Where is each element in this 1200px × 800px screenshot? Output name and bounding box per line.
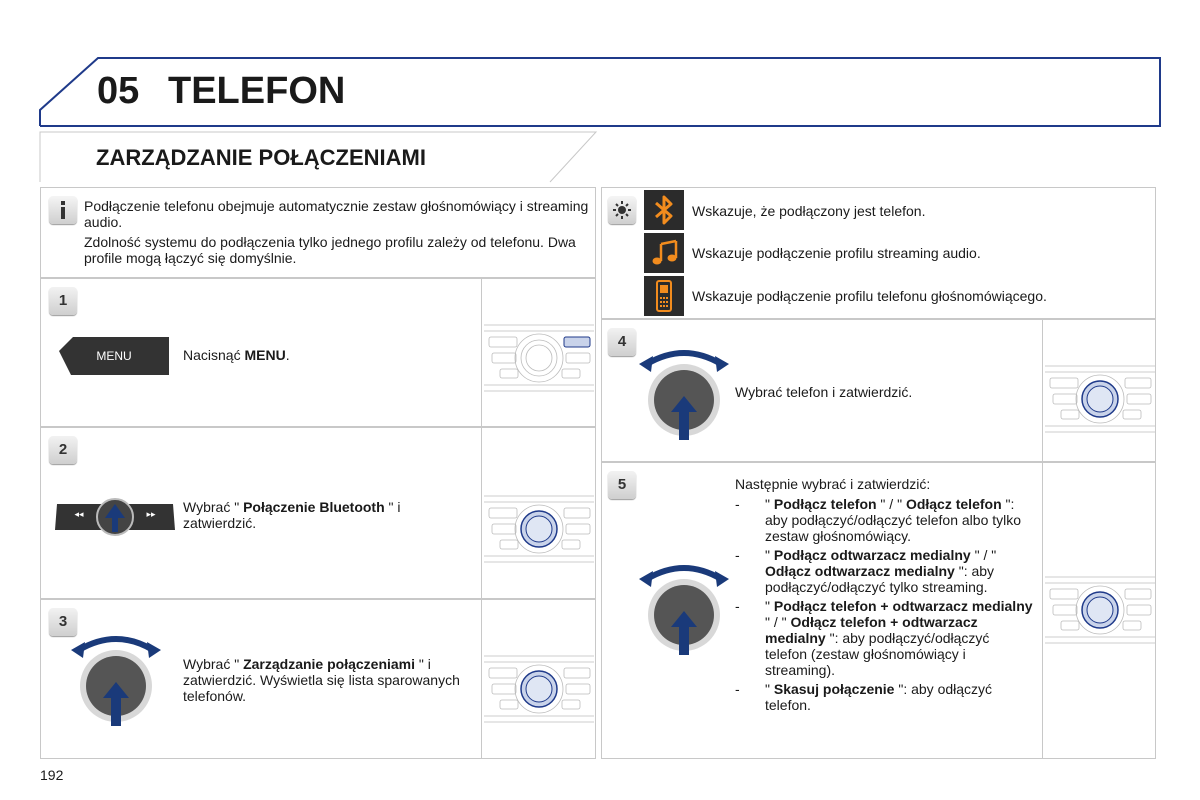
seek-buttons[interactable] — [55, 496, 175, 540]
indicator-text-phone: Wskazuje podłączenie profilu telefonu głośnomówiącego. — [692, 288, 1047, 304]
option-item — [735, 598, 1035, 678]
step-2-box — [40, 427, 596, 599]
radio-illustration-4 — [1045, 358, 1155, 438]
seek-right-label: ▸▸ — [146, 509, 156, 519]
music-note-icon — [644, 233, 684, 273]
rotary-knob[interactable] — [639, 344, 729, 444]
seek-left-label: ◂◂ — [74, 509, 84, 519]
option-text: " — [765, 496, 774, 512]
option-text: ": aby odłączyć telefon. — [765, 681, 993, 713]
chapter-title: TELEFON — [168, 70, 346, 112]
step-4-badge: 4 — [608, 328, 636, 356]
step-2-badge: 2 — [49, 436, 77, 464]
option-text: ": aby podłączyć/odłączyć telefon albo tylko zestaw głośnomówiący. — [765, 496, 1022, 544]
option-name: Odłącz odtwarzacz medialny — [765, 563, 955, 579]
step-2-text: Wybrać " Połączenie Bluetooth " i zatwierdzić. — [183, 499, 401, 531]
phone-icon — [644, 276, 684, 316]
option-name: Skasuj połączenie — [773, 681, 895, 697]
list-dash: - — [735, 547, 740, 563]
option-text: " / " — [876, 496, 906, 512]
option-text: ": aby podłączyć/odłączyć tylko streaming. — [765, 563, 995, 595]
option-item — [735, 681, 1035, 713]
divider — [1042, 463, 1043, 759]
step-1-box — [40, 278, 596, 427]
list-dash: - — [735, 496, 740, 512]
option-name: Podłącz odtwarzacz medialny — [773, 547, 971, 563]
option-text: " — [765, 681, 774, 697]
page-number: 192 — [40, 767, 64, 783]
divider — [1042, 320, 1043, 462]
bluetooth-icon — [644, 190, 684, 230]
divider — [481, 279, 482, 427]
indicators-box — [601, 187, 1156, 319]
menu-button-label: MENU — [96, 349, 132, 363]
step-5-text — [735, 476, 1035, 716]
divider — [481, 600, 482, 759]
option-name: Podłącz telefon + odtwarzacz medialny — [773, 598, 1033, 614]
radio-illustration-3 — [484, 648, 594, 728]
chapter-number: 05 — [97, 70, 140, 112]
step-1-badge: 1 — [49, 287, 77, 315]
info-box — [40, 187, 596, 278]
option-text: " / " — [970, 547, 997, 563]
sun-icon — [608, 196, 636, 224]
info-icon — [49, 196, 77, 224]
indicator-text-music: Wskazuje podłączenie profilu streaming audio. — [692, 245, 981, 261]
radio-illustration-2 — [484, 488, 594, 568]
option-text: " — [765, 598, 774, 614]
step-3-badge: 3 — [49, 608, 77, 636]
option-name: Podłącz telefon — [773, 496, 877, 512]
list-dash: - — [735, 598, 740, 614]
menu-button[interactable] — [59, 337, 169, 375]
radio-illustration-1 — [484, 317, 594, 397]
step-4-box — [601, 319, 1156, 462]
rotary-knob[interactable] — [71, 630, 161, 730]
option-text: " — [765, 547, 774, 563]
info-text-1: Podłączenie telefonu obejmuje automatycznie zestaw głośnomówiący i streaming audio. — [84, 198, 589, 230]
step-5-option-list — [735, 496, 1035, 713]
step-5-intro: Następnie wybrać i zatwierdzić: — [735, 476, 931, 492]
divider — [481, 428, 482, 599]
rotary-knob[interactable] — [639, 559, 729, 659]
option-name: Odłącz telefon — [905, 496, 1002, 512]
info-text-2: Zdolność systemu do podłączenia tylko jednego profilu zależy od telefonu. Dwa profile mogą łączyć się domyślnie. — [84, 234, 576, 266]
step-3-box — [40, 599, 596, 759]
step-4-text: Wybrać telefon i zatwierdzić. — [735, 384, 913, 400]
option-text: " / " — [765, 614, 791, 630]
step-5-box — [601, 462, 1156, 759]
option-text: ": aby podłączyć/odłączyć telefon (zestaw głośnomówiący i streaming). — [765, 630, 990, 678]
step-5-badge: 5 — [608, 471, 636, 499]
option-name: Odłącz telefon + odtwarzacz medialny — [765, 614, 978, 646]
radio-illustration-5 — [1045, 569, 1155, 649]
option-item — [735, 496, 1035, 544]
section-title: ZARZĄDZANIE POŁĄCZENIAMI — [96, 145, 426, 170]
step-1-text: Nacisnąć MENU. — [183, 347, 290, 363]
list-dash: - — [735, 681, 740, 697]
option-item — [735, 547, 1035, 595]
indicator-text-bluetooth: Wskazuje, że podłączony jest telefon. — [692, 203, 926, 219]
step-3-text: Wybrać " Zarządzanie połączeniami " i zatwierdzić. Wyświetla się lista sparowanych telefonów. — [183, 656, 460, 704]
